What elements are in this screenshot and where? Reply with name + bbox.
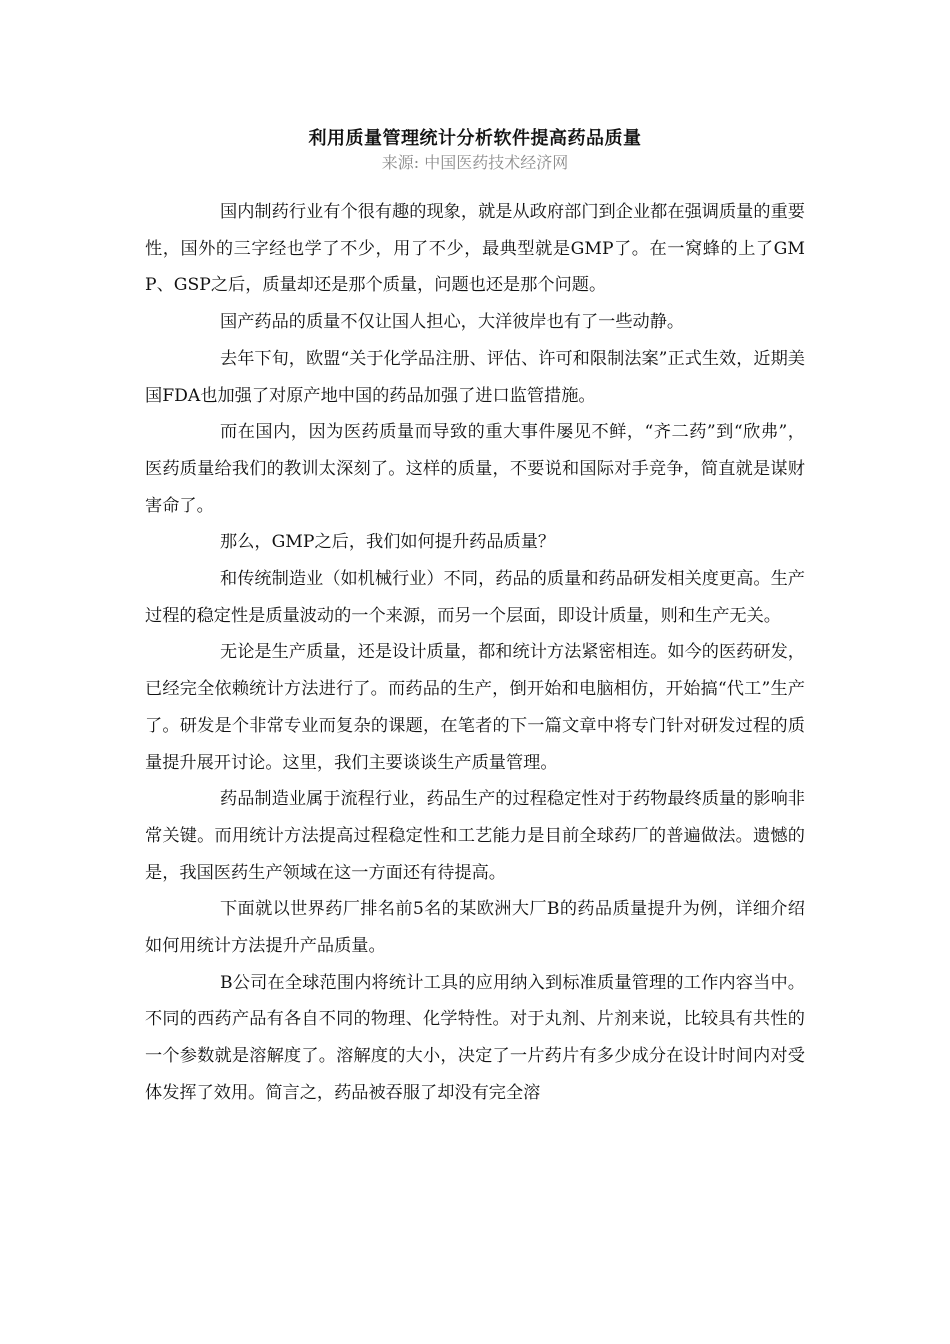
paragraph: 药品制造业属于流程行业，药品生产的过程稳定性对于药物最终质量的影响非常关键。而用统计方法提高过程稳定性和工艺能力是目前全球药厂的普遍做法。遗憾的是，我国医药生产领域在这一方面还有待提高。 <box>145 789 805 883</box>
paragraph: 和传统制造业（如机械行业）不同，药品的质量和药品研发相关度更高。生产过程的稳定性是质量波动的一个来源，而另一个层面，即设计质量，则和生产无关。 <box>145 569 805 626</box>
paragraph: 国产药品的质量不仅让国人担心，大洋彼岸也有了一些动静。 <box>220 312 685 333</box>
document-source: 来源: 中国医药技术经济网 <box>381 153 569 172</box>
paragraph: 而在国内，因为医药质量而导致的重大事件屡见不鲜，“齐二药”到“欣弗”，医药质量给我们的教训太深刻了。这样的质量，不要说和国际对手竞争，简直就是谋财害命了。 <box>145 422 805 516</box>
paragraph: 国内制药行业有个很有趣的现象，就是从政府部门到企业都在强调质量的重要性，国外的三字经也学了不少，用了不少，最典型就是GMP了。在一窝蜂的上了GMP、GSP之后，质量却还是那个质量，问题也还是那个问题。 <box>145 202 805 296</box>
paragraph: B公司在全球范围内将统计工具的应用纳入到标准质量管理的工作内容当中。不同的西药产品有各自不同的物理、化学特性。对于丸剂、片剂来说，比较具有共性的一个参数就是溶解度了。溶解度的大小，决定了一片药片有多少成分在设计时间内对受体发挥了效用。简言之，药品被吞服了却没有完全溶 <box>145 972 805 1103</box>
document-body <box>145 194 805 1112</box>
document-title: 利用质量管理统计分析软件提高药品质量 <box>308 128 642 149</box>
paragraph: 去年下旬，欧盟“关于化学品注册、评估、许可和限制法案”正式生效，近期美国FDA也加强了对原产地中国的药品加强了进口监管措施。 <box>145 348 805 406</box>
paragraph: 无论是生产质量，还是设计质量，都和统计方法紧密相连。如今的医药研发，已经完全依赖统计方法进行了。而药品的生产，倒开始和电脑相仿，开始搞“代工”生产了。研发是个非常专业而复杂的课题，在笔者的下一篇文章中将专门针对研发过程的质量提升展开讨论。这里，我们主要谈谈生产质量管理。 <box>145 642 805 773</box>
paragraph: 那么，GMP之后，我们如何提升药品质量？ <box>220 532 556 553</box>
paragraph: 下面就以世界药厂排名前5名的某欧洲大厂B的药品质量提升为例，详细介绍如何用统计方法提升产品质量。 <box>145 899 805 957</box>
